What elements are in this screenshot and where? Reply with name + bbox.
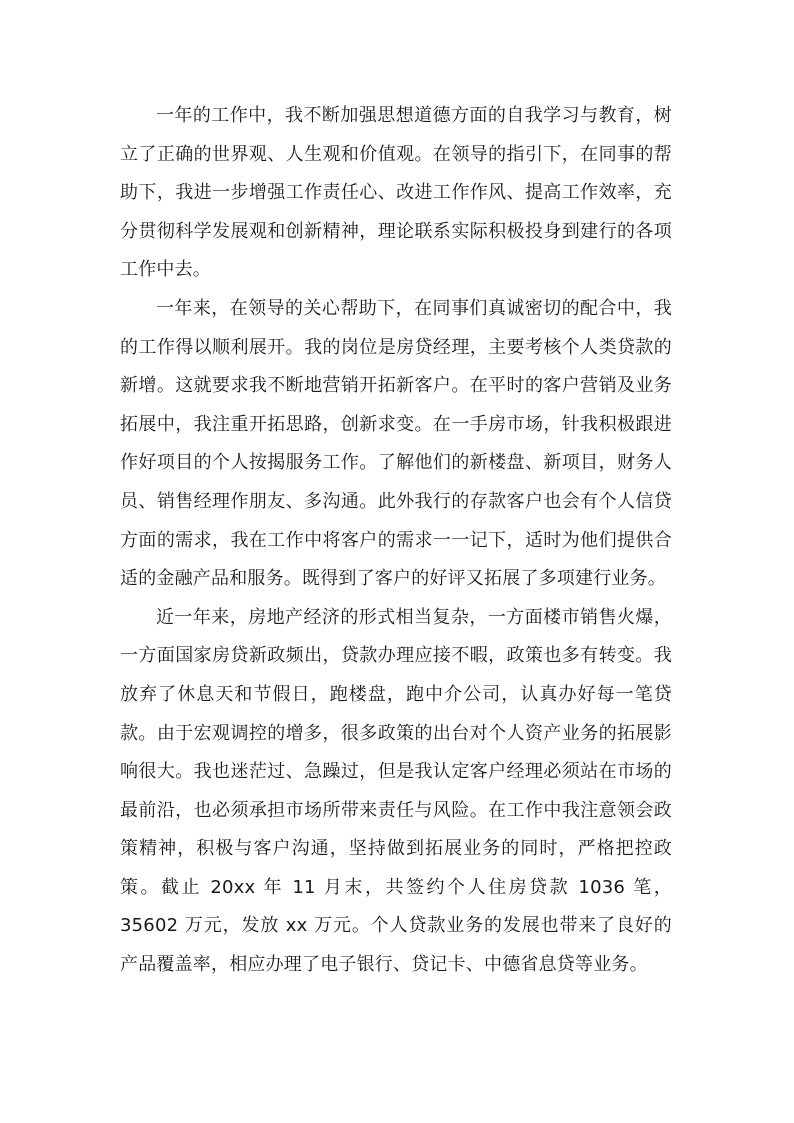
paragraph-3: 近一年来，房地产经济的形式相当复杂，一方面楼市销售火爆，一方面国家房贷新政频出，贷款办理应接不暇，政策也多有转变。我放弃了休息天和节假日，跑楼盘，跑中介公司，认真办好每一笔贷款。由于宏观调控的增多，很多政策的出台对个人资产业务的拓展影响很大。我也迷茫过、急躁过，但是我认定客户经理必须站在市场的最前沿，也必须承担市场所带来责任与风险。在工作中我注意领会政策精神，积极与客户沟通，坚持做到拓展业务的同时，严格把控政策。截止 20xx 年 11 月末，共签约个人住房贷款 1036 笔，35602 万元，发放 xx 万元。个人贷款业务的发展也带来了良好的产品覆盖率，相应办理了电子银行、贷记卡、中德省息贷等业务。 (120, 606, 672, 976)
document-body (120, 97, 672, 985)
paragraph-1: 一年的工作中，我不断加强思想道德方面的自我学习与教育，树立了正确的世界观、人生观和价值观。在领导的指引下，在同事的帮助下，我进一步增强工作责任心、改进工作作风、提高工作效率，充分贯彻科学发展观和创新精神，理论联系实际积极投身到建行的各项工作中去。 (120, 105, 672, 281)
paragraph-2: 一年来，在领导的关心帮助下，在同事们真诚密切的配合中，我的工作得以顺利展开。我的岗位是房贷经理，主要考核个人类贷款的新增。这就要求我不断地营销开拓新客户。在平时的客户营销及业务拓展中，我注重开拓思路，创新求变。在一手房市场，针我积极跟进作好项目的个人按揭服务工作。了解他们的新楼盘、新项目，财务人员、销售经理作朋友、多沟通。此外我行的存款客户也会有个人信贷方面的需求，我在工作中将客户的需求一一记下，适时为他们提供合适的金融产品和服务。既得到了客户的好评又拓展了多项建行业务。 (120, 297, 672, 590)
